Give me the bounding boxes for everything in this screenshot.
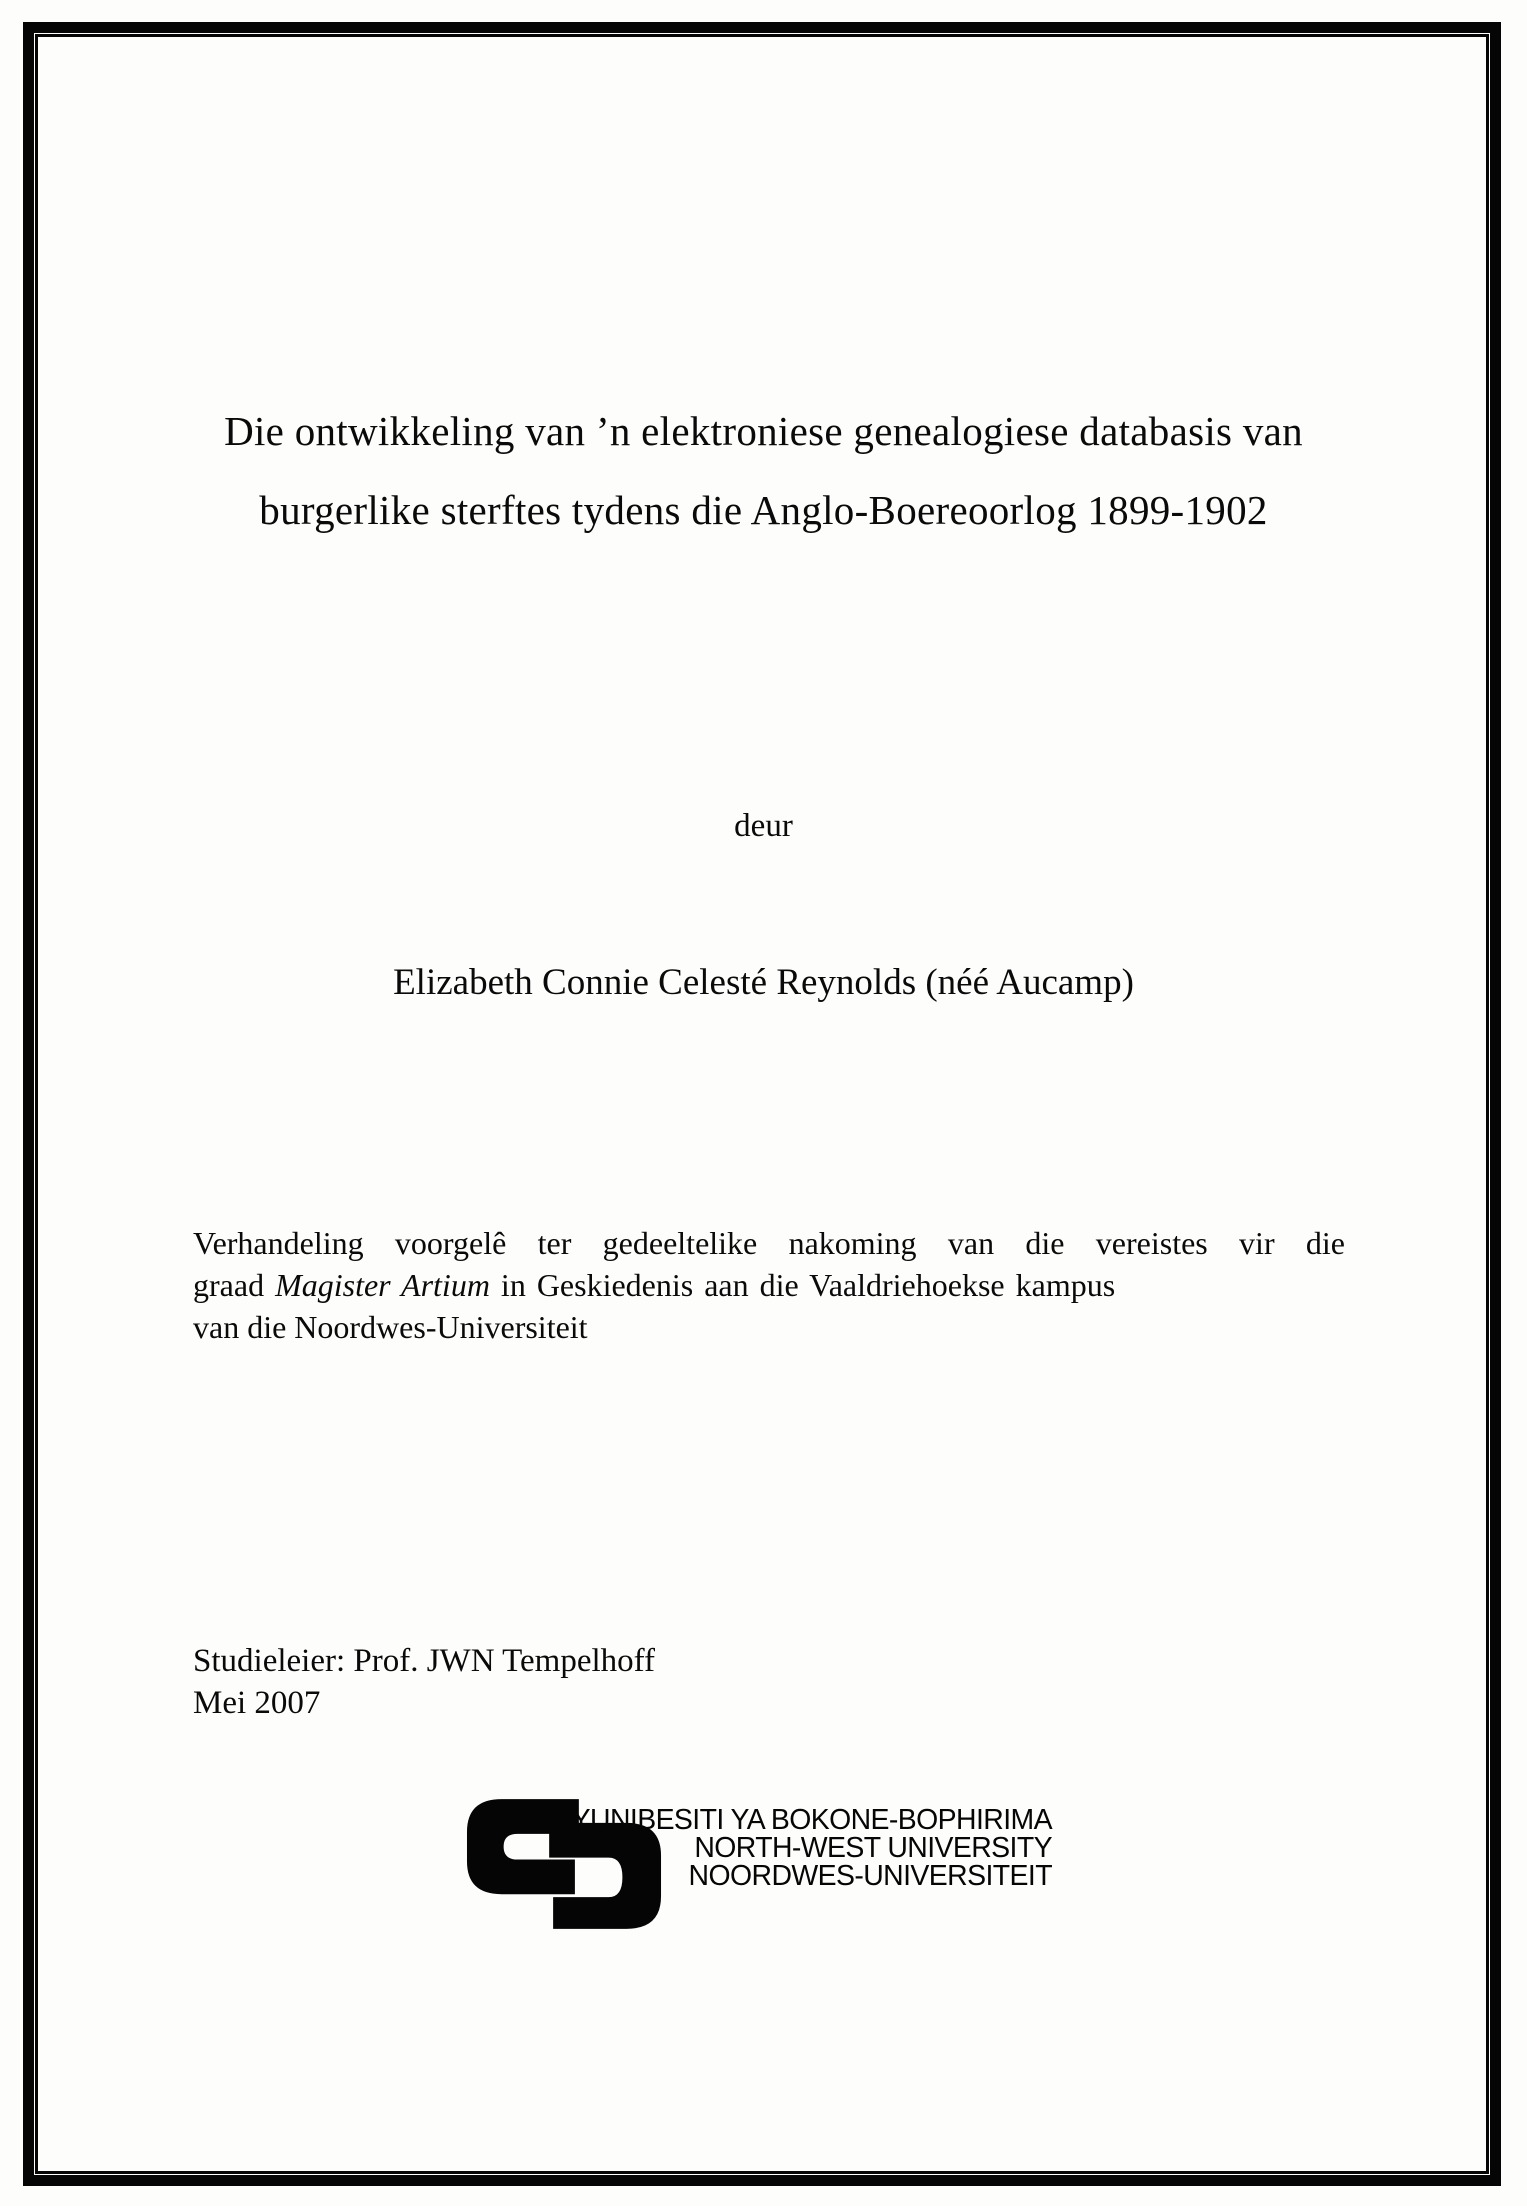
statement-line-2 bbox=[193, 1264, 1345, 1306]
nwu-logo-wordmark bbox=[570, 1806, 1052, 1890]
logo-text-line-3: NOORDWES-UNIVERSITEIT bbox=[688, 1860, 1052, 1892]
logo-text-line-1: YUNIBESITI YA BOKONE-BOPHIRIMA bbox=[571, 1804, 1052, 1836]
thesis-title bbox=[90, 392, 1437, 550]
date-line: Mei 2007 bbox=[193, 1685, 321, 1721]
supervisor-block bbox=[193, 1640, 655, 1724]
supervisor-line: Studieleier: Prof. JWN Tempelhoff bbox=[193, 1643, 656, 1679]
logo-text-line-2: NORTH-WEST UNIVERSITY bbox=[694, 1832, 1052, 1864]
statement-line-2-suffix: in Geskiedenis aan die Vaaldriehoekse kampus bbox=[489, 1267, 1116, 1303]
byline-preposition: deur bbox=[734, 808, 793, 844]
statement-line-1: Verhandeling voorgelê ter gedeeltelike nakoming van die vereistes vir die bbox=[193, 1225, 1345, 1261]
author-name: Elizabeth Connie Celesté Reynolds (néé Aucamp) bbox=[393, 962, 1134, 1003]
statement-line-3: van die Noordwes-Universiteit bbox=[193, 1309, 588, 1345]
submission-statement bbox=[193, 1222, 1345, 1348]
title-line-2: burgerlike sterftes tydens die Anglo-Boereoorlog 1899-1902 bbox=[259, 487, 1268, 533]
degree-name-italic: Magister Artium bbox=[275, 1267, 490, 1303]
title-line-1: Die ontwikkeling van ’n elektroniese genealogiese databasis van bbox=[224, 408, 1303, 454]
statement-line-2-prefix: graad bbox=[193, 1267, 276, 1303]
